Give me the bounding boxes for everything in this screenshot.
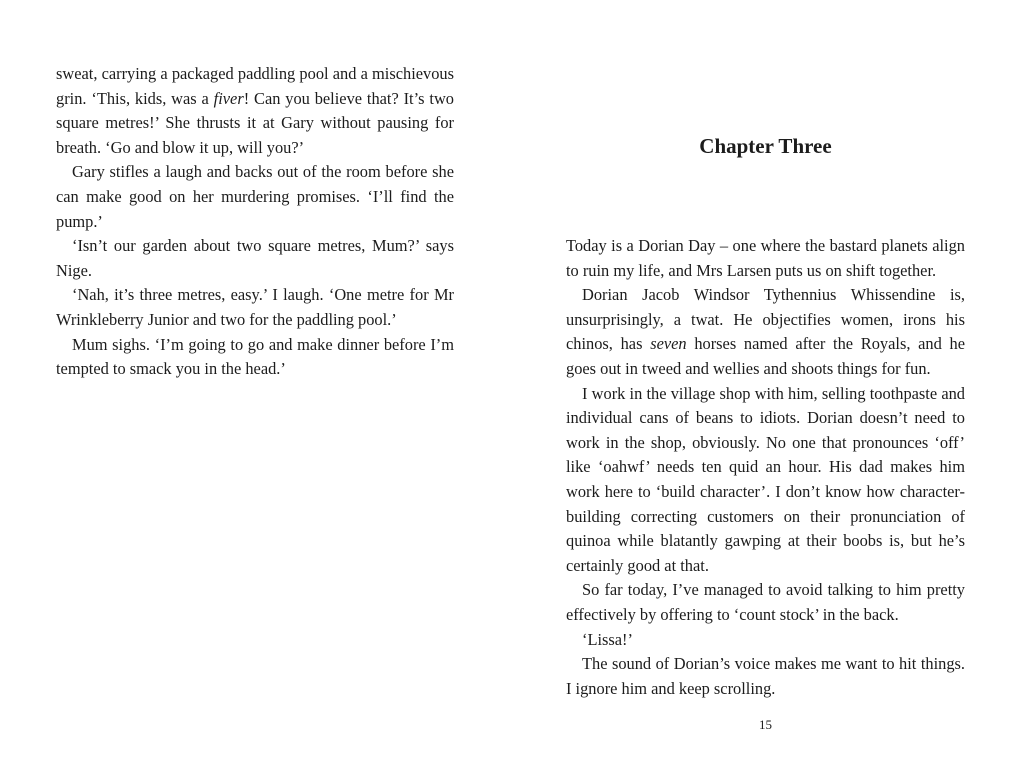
body-paragraph	[566, 234, 965, 283]
body-paragraph	[56, 333, 454, 382]
text-run: ! Can you believe that? It’s two square metres!’ She thrusts it at Gary without pausing for breath. ‘Go and blow it up, will you?’	[56, 88, 454, 157]
body-paragraph	[566, 578, 965, 627]
body-paragraph	[56, 160, 454, 234]
body-paragraph	[566, 628, 965, 653]
text-run: The sound of Dorian’s voice makes me want to hit things. I ignore him and keep scrolling.	[566, 654, 965, 698]
text-run: ‘Isn’t our garden about two square metres, Mum?’ says Nige.	[56, 236, 454, 280]
left-page	[56, 62, 454, 382]
text-run: Gary stifles a laugh and backs out of the room before she can make good on her murdering promises. ‘I’ll find the pump.’	[56, 162, 454, 231]
text-run: Mum sighs. ‘I’m going to go and make dinner before I’m tempted to smack you in the head.’	[56, 334, 454, 379]
text-run: ‘Nah, it’s three metres, easy.’ I laugh. ‘One metre for Mr Wrinkleberry Junior and two for the paddling pool.’	[56, 285, 454, 329]
emphasis-run: seven	[650, 334, 687, 354]
body-paragraph	[56, 283, 454, 332]
text-run: I work in the village shop with him, selling toothpaste and individual cans of beans to idiots. Dorian doesn’t need to work in the shop, obviously. No one that pronounces ‘off’ like ‘oahwf’ needs ten quid an hour. His dad makes him work here to ‘build character’. I don’t know how character-building correcting customers on their pronunciation of quinoa while blatantly gawping at their boobs is, but he’s certainly good at that.	[566, 383, 965, 575]
text-run: Dorian Jacob Windsor Tythennius Whissendine is, unsurprisingly, a twat. He objectifies women, irons his chinos, has	[566, 285, 965, 354]
text-run: horses named after the Royals, and he goes out in tweed and wellies and shoots things for fun.	[566, 334, 966, 378]
text-run: sweat, carrying a packaged paddling pool and a mischievous grin. ‘This, kids, was a	[56, 64, 454, 108]
body-paragraph	[56, 234, 454, 283]
body-paragraph	[566, 283, 965, 381]
page-number: 15	[759, 717, 772, 732]
chapter-title: Chapter Three	[699, 134, 832, 158]
text-run: So far today, I’ve managed to avoid talking to him pretty effectively by offering to ‘count stock’ in the back.	[566, 580, 965, 624]
body-paragraph	[56, 62, 454, 160]
emphasis-run: fiver	[213, 88, 244, 108]
text-run: ‘Lissa!’	[582, 629, 633, 649]
body-paragraph	[566, 652, 965, 701]
body-paragraph	[566, 382, 965, 579]
right-page-body	[566, 234, 965, 701]
text-run: Today is a Dorian Day – one where the bastard planets align to ruin my life, and Mrs Larsen puts us on shift together.	[566, 236, 965, 280]
